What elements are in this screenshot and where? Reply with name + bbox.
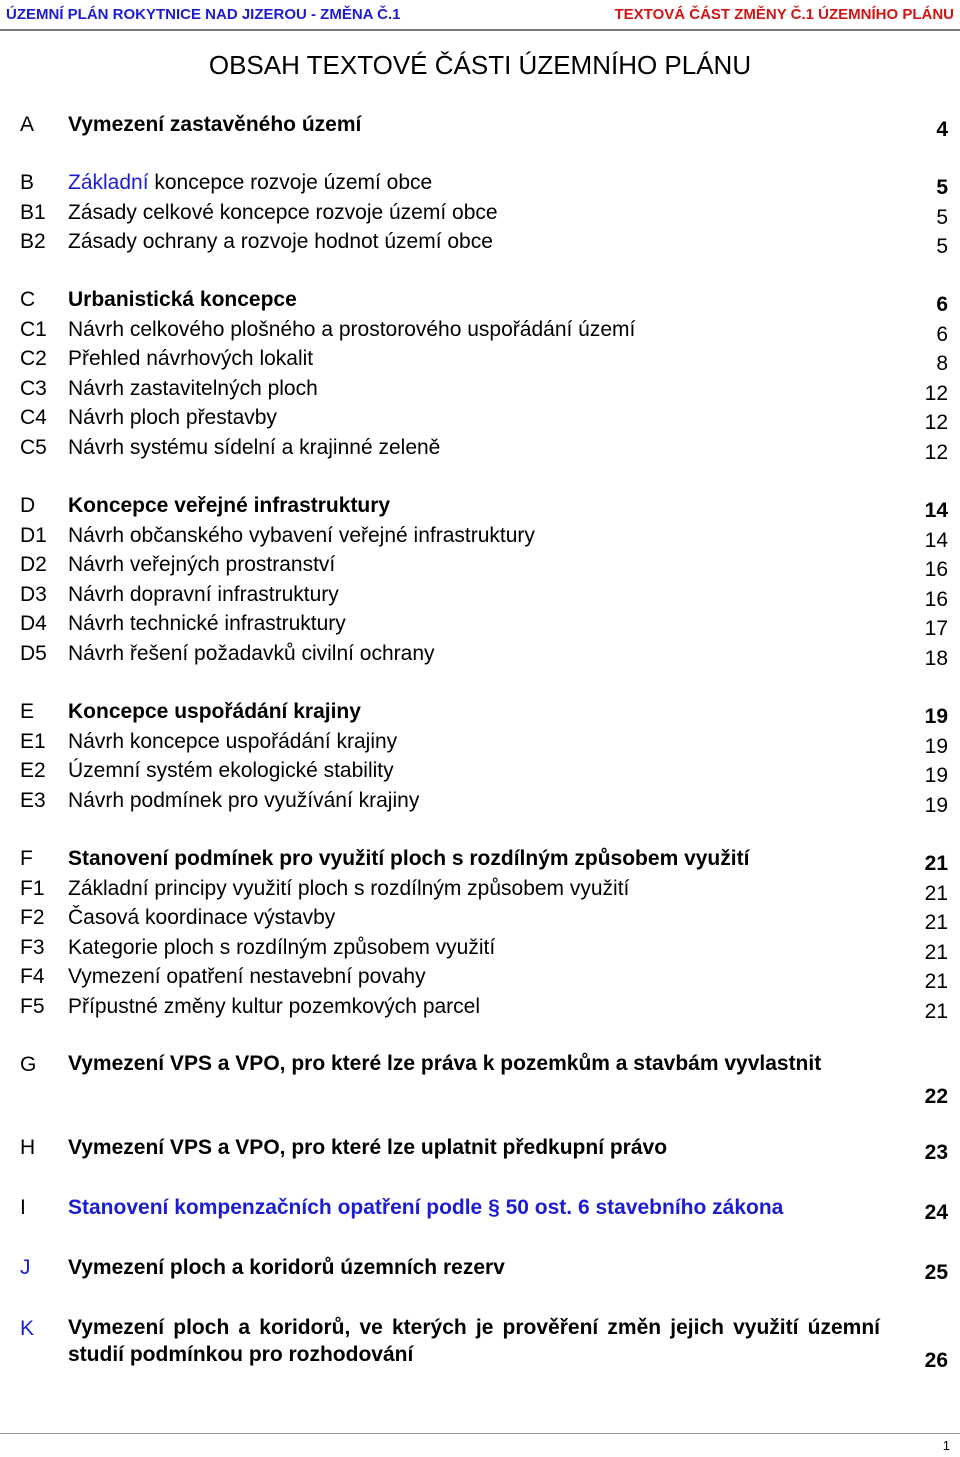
toc-code: G [20, 1053, 37, 1076]
toc-page: 12 [924, 441, 948, 464]
toc-title: Přehled návrhových lokalit [68, 347, 314, 370]
toc-title: Návrh koncepce uspořádání krajiny [68, 730, 398, 753]
toc-title: Návrh veřejných prostranství [68, 553, 336, 576]
toc-row-d5[interactable] [0, 639, 960, 669]
toc-row-d1[interactable] [0, 521, 960, 551]
toc-title: Návrh zastavitelných ploch [68, 377, 318, 400]
toc-page: 19 [924, 735, 948, 758]
toc-title [68, 168, 880, 198]
toc-title-link-word[interactable]: Základní [68, 171, 149, 194]
toc-row-d[interactable] [0, 491, 960, 521]
page-number: 1 [942, 1438, 950, 1453]
toc-code: J [20, 1256, 31, 1279]
toc-page: 8 [936, 352, 948, 375]
toc-row-b[interactable] [0, 168, 960, 198]
toc-code: E3 [20, 789, 46, 812]
toc-code: D3 [20, 583, 47, 606]
toc-row-c1[interactable] [0, 315, 960, 345]
toc-row-e[interactable] [0, 697, 960, 727]
toc-title: Vymezení ploch a koridorů, ve kterých je prověření změn jejich využití územní studií podmínkou pro rozhodování [68, 1316, 880, 1366]
toc-code: C1 [20, 318, 47, 341]
toc-title-rest: koncepce rozvoje území obce [148, 171, 433, 194]
toc-title: Územní systém ekologické stability [68, 759, 394, 782]
toc-page: 12 [924, 411, 948, 434]
toc-page: 18 [924, 647, 948, 670]
toc-page: 25 [924, 1261, 948, 1284]
toc-title: Návrh občanského vybavení veřejné infrastruktury [68, 524, 535, 547]
toc-code: F2 [20, 906, 45, 929]
toc-code: D1 [20, 524, 47, 547]
toc-code: A [20, 113, 35, 136]
toc-code: D2 [20, 553, 47, 576]
toc-row-i[interactable] [0, 1193, 960, 1223]
toc-code: E2 [20, 759, 46, 782]
toc-page: 5 [936, 176, 948, 199]
toc-page: 5 [936, 235, 948, 258]
toc-title: Návrh systému sídelní a krajinné zeleně [68, 436, 441, 459]
toc-code: K [20, 1317, 35, 1340]
toc-code: B [20, 171, 35, 194]
toc-title: Vymezení zastavěného území [68, 113, 362, 136]
toc-title: Vymezení opatření nestavební povahy [68, 965, 426, 988]
toc-page: 21 [924, 882, 948, 905]
toc-row-f1[interactable] [0, 874, 960, 904]
toc-page: 4 [936, 118, 948, 141]
toc-title: Koncepce veřejné infrastruktury [68, 494, 391, 517]
toc-code: E1 [20, 730, 46, 753]
toc-title: Vymezení VPS a VPO, pro které lze práva k pozemkům a stavbám vyvlastnit [68, 1052, 822, 1075]
toc-page: 21 [924, 852, 948, 875]
toc-title: Návrh řešení požadavků civilní ochrany [68, 642, 435, 665]
running-header [0, 6, 960, 28]
toc-page: 26 [924, 1349, 948, 1372]
toc-page: 6 [936, 323, 948, 346]
toc-row-e2[interactable] [0, 756, 960, 786]
toc-row-k[interactable] [0, 1314, 960, 1374]
toc-code: C3 [20, 377, 47, 400]
toc-row-j[interactable] [0, 1253, 960, 1283]
toc-row-f4[interactable] [0, 962, 960, 992]
header-document-name: ÚZEMNÍ PLÁN ROKYTNICE NAD JIZEROU - ZMĚNA Č.1 [6, 6, 401, 23]
toc-title: Koncepce uspořádání krajiny [68, 700, 361, 723]
toc-row-h[interactable] [0, 1133, 960, 1163]
toc-page: 16 [924, 588, 948, 611]
toc-code: E [20, 700, 35, 723]
toc-page: 19 [924, 794, 948, 817]
toc-title: Vymezení ploch a koridorů územních rezerv [68, 1256, 505, 1279]
toc-row-e1[interactable] [0, 727, 960, 757]
toc-title: Urbanistická koncepce [68, 288, 297, 311]
toc-code: D4 [20, 612, 47, 635]
toc-page: 17 [924, 617, 948, 640]
toc-code: D [20, 494, 36, 517]
toc-page: 19 [924, 705, 948, 728]
toc-page: 21 [924, 941, 948, 964]
toc-title: Návrh podmínek pro využívání krajiny [68, 789, 420, 812]
toc-code: C [20, 288, 36, 311]
toc-title: Návrh ploch přestavby [68, 406, 277, 429]
toc-row-a[interactable] [0, 110, 960, 140]
toc-row-f[interactable] [0, 844, 960, 874]
toc-title: Zásady ochrany a rozvoje hodnot území obce [68, 230, 493, 253]
toc-code: F5 [20, 995, 45, 1018]
toc-title: Stanovení podmínek pro využití ploch s rozdílným způsobem využití [68, 847, 750, 870]
toc-title: Návrh celkového plošného a prostorového uspořádání území [68, 318, 636, 341]
toc-page: 12 [924, 382, 948, 405]
toc-code: C2 [20, 347, 47, 370]
toc-page: 22 [924, 1085, 948, 1108]
toc-row-e3[interactable] [0, 786, 960, 816]
toc-title[interactable]: Stanovení kompenzačních opatření podle § 50 ost. 6 stavebního zákona [68, 1196, 784, 1219]
page-title: OBSAH TEXTOVÉ ČÁSTI ÚZEMNÍHO PLÁNU [208, 50, 752, 80]
toc-row-d4[interactable] [0, 609, 960, 639]
toc-code: C5 [20, 436, 47, 459]
toc-row-d3[interactable] [0, 580, 960, 610]
toc-row-c[interactable] [0, 285, 960, 315]
toc-row-f2[interactable] [0, 903, 960, 933]
toc-row-c3[interactable] [0, 374, 960, 404]
footer-divider [0, 1433, 960, 1434]
toc-title: Přípustné změny kultur pozemkových parcel [68, 995, 481, 1018]
toc-row-b1[interactable] [0, 198, 960, 228]
toc-row-b2[interactable] [0, 227, 960, 257]
toc-page: 19 [924, 764, 948, 787]
toc-row-c5[interactable] [0, 433, 960, 463]
toc-title: Návrh technické infrastruktury [68, 612, 346, 635]
toc-row-f3[interactable] [0, 933, 960, 963]
toc-page: 21 [924, 1000, 948, 1023]
toc-code: F3 [20, 936, 45, 959]
toc-title: Zásady celkové koncepce rozvoje území obce [68, 201, 498, 224]
toc-page: 23 [924, 1141, 948, 1164]
toc-code: B2 [20, 230, 46, 253]
toc-page: 24 [924, 1201, 948, 1224]
toc-code: B1 [20, 201, 46, 224]
toc-title: Návrh dopravní infrastruktury [68, 583, 339, 606]
toc-page: 21 [924, 970, 948, 993]
toc-page: 5 [936, 206, 948, 229]
toc-page: 6 [936, 293, 948, 316]
toc-page: 14 [924, 499, 948, 522]
toc-title: Základní principy využití ploch s rozdílným způsobem využití [68, 877, 630, 900]
header-divider [0, 29, 960, 31]
header-section-name: TEXTOVÁ ČÁST ZMĚNY Č.1 ÚZEMNÍHO PLÁNU [614, 6, 954, 23]
toc-row-g[interactable] [0, 1050, 960, 1110]
toc-title: Vymezení VPS a VPO, pro které lze uplatnit předkupní právo [68, 1136, 668, 1159]
toc-row-c4[interactable] [0, 403, 960, 433]
toc-row-c2[interactable] [0, 344, 960, 374]
toc-row-f5[interactable] [0, 992, 960, 1022]
toc-code: F1 [20, 877, 45, 900]
toc-title: Časová koordinace výstavby [68, 906, 336, 929]
toc-code: C4 [20, 406, 47, 429]
toc-code: D5 [20, 642, 47, 665]
toc-code: F [20, 847, 33, 870]
toc-code: H [20, 1136, 36, 1159]
toc-row-d2[interactable] [0, 550, 960, 580]
toc-code: F4 [20, 965, 45, 988]
toc-code: I [20, 1196, 26, 1219]
toc-title: Kategorie ploch s rozdílným způsobem využití [68, 936, 496, 959]
toc-page: 14 [924, 529, 948, 552]
toc-page: 21 [924, 911, 948, 934]
toc-page: 16 [924, 558, 948, 581]
